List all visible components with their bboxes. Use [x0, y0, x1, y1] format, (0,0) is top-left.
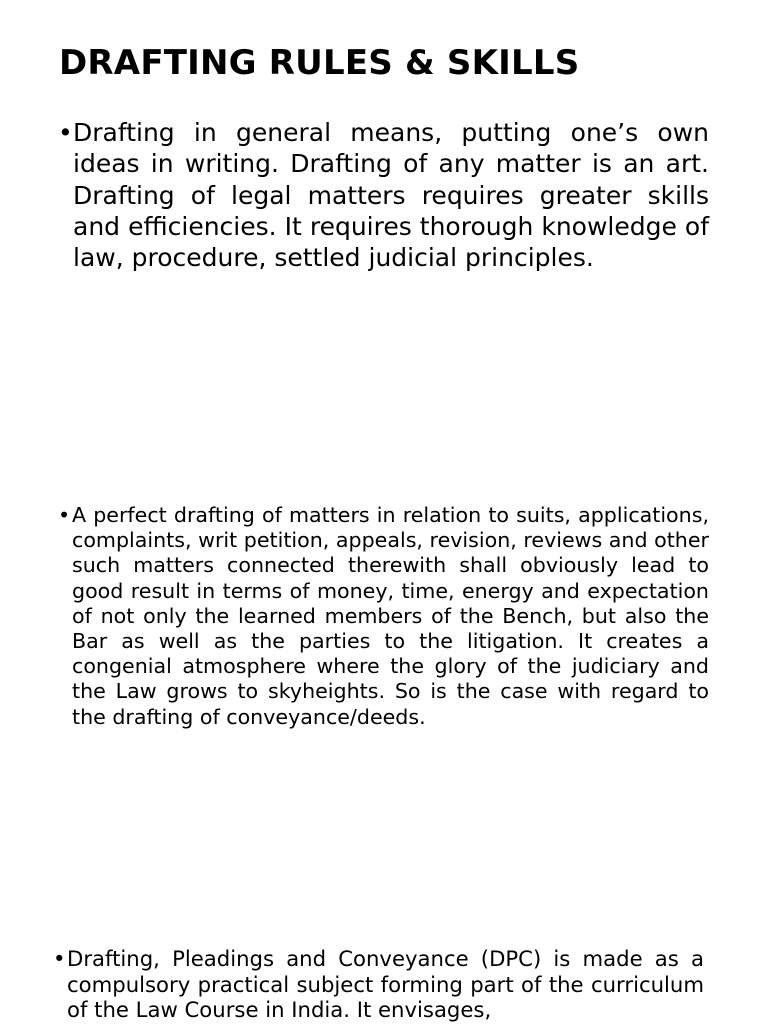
bullet-marker: • — [58, 118, 73, 147]
paragraph-text: Drafting, Pleadings and Conveyance (DPC) is made as a compulsory practical subject forming part of the curriculum of the Law Course in India. It envisages, — [67, 946, 704, 1023]
paragraph-text: Drafting in general means, putting one’s own ideas in writing. Drafting of any matter is an art. Drafting of legal matters requires greater skills and efficiencies. It requires thorough knowledge of law, procedure, settled judicial principles. — [73, 118, 709, 273]
bullet-marker: • — [53, 946, 66, 971]
paragraph-text: A perfect drafting of matters in relation to suits, applications, complaints, writ petition, appeals, revision, reviews and other such matters connected therewith shall obviously lead to good result in terms of money, time, energy and expectation of not only the learned members of the Bench, but also the Bar as well as the parties to the litigation. It creates a congenial atmosphere where the glory of the judiciary and the Law grows to skyheights. So is the case with regard to the drafting of conveyance/deeds. — [72, 503, 709, 729]
page-title: DRAFTING RULES & SKILLS — [59, 43, 580, 83]
bullet-marker: • — [58, 503, 71, 527]
